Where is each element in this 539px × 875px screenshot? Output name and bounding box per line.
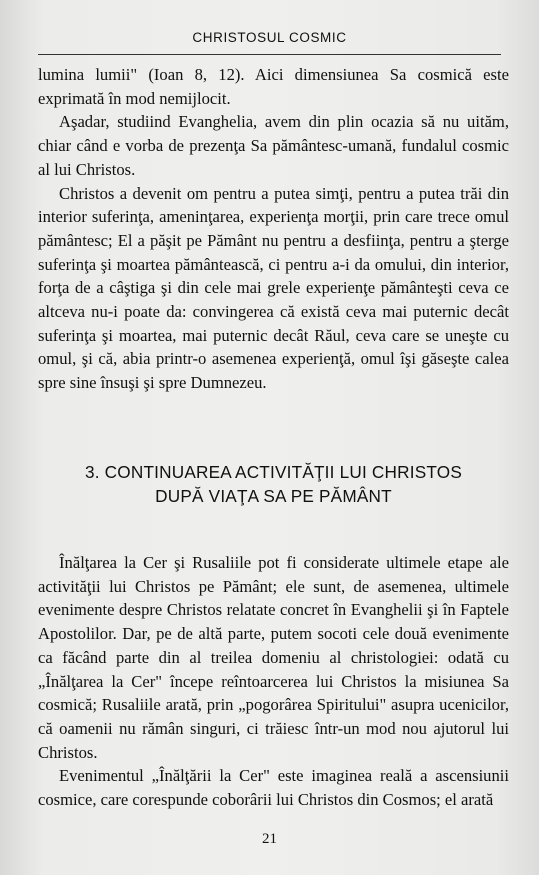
paragraph: Evenimentul „Înălţării la Cer" este imaginea reală a ascensiunii cosmice, care corespunde coborârii lui Christos din Cosmos; el arată	[38, 766, 509, 810]
running-header: CHRISTOSUL COSMIC	[192, 30, 347, 45]
header-rule	[38, 54, 501, 55]
paragraph-continuation: lumina lumii" (Ioan 8, 12). Aici dimensiunea Sa cosmică este exprimată în mod nemijlocit.	[38, 65, 509, 108]
section-heading-line: DUPĂ VIAŢA SA PE PĂMÂNT	[155, 486, 392, 506]
paragraph: Aşadar, studiind Evanghelia, avem din plin ocazia să nu uităm, chiar când e vorba de prezenţa Sa pământesc-umană, fundalul cosmic al lui Christos.	[38, 112, 509, 179]
paragraph: Christos a devenit om pentru a putea simţi, pentru a putea trăi din interior suferinţa, ameninţarea, experienţa morţii, prin care trece omul pământesc; El a păşit pe Pământ nu pentru a desfiinţa, pentru a şterge suferinţa şi moartea pământească, ci pentru a-i da omului, din interior, forţa de a câştiga şi din cele mai grele experienţe pământeşti ceva ce altceva nu-i poate da: convingerea că există ceva mai puternic decât suferinţa şi moartea, mai puternic decât Răul, ceva care se uneşte cu omul, şi că, abia printr-o asemenea experienţă, omul îşi găseşte calea spre sine însuşi şi spre Dumnezeu.	[38, 183, 509, 393]
page-number: 21	[262, 831, 277, 847]
section-text	[38, 551, 509, 812]
paragraph: Înălţarea la Cer şi Rusaliile pot fi considerate ultimele etape ale activităţii lui Christos pe Pământ; ele sunt, de asemenea, ultimele evenimente despre Christos relatate concret în Evanghelii şi în Faptele Apostolilor. Dar, pe de altă parte, putem socoti cele două evenimente ca făcând parte din al treilea domeniu al christologiei: odată cu „Înălţarea la Cer" începe reîntoarcerea lui Christos la misiunea Sa cosmică; Rusaliile arată, prin „pogorârea Spiritului" asupra ucenicilor, că oamenii nu rămân singuri, ci trăiesc într-un mod nou ajutorul lui Christos.	[38, 553, 509, 762]
section-heading	[38, 460, 509, 508]
body-text	[38, 63, 509, 395]
section-heading-line: 3. CONTINUAREA ACTIVITĂŢII LUI CHRISTOS	[84, 462, 463, 482]
